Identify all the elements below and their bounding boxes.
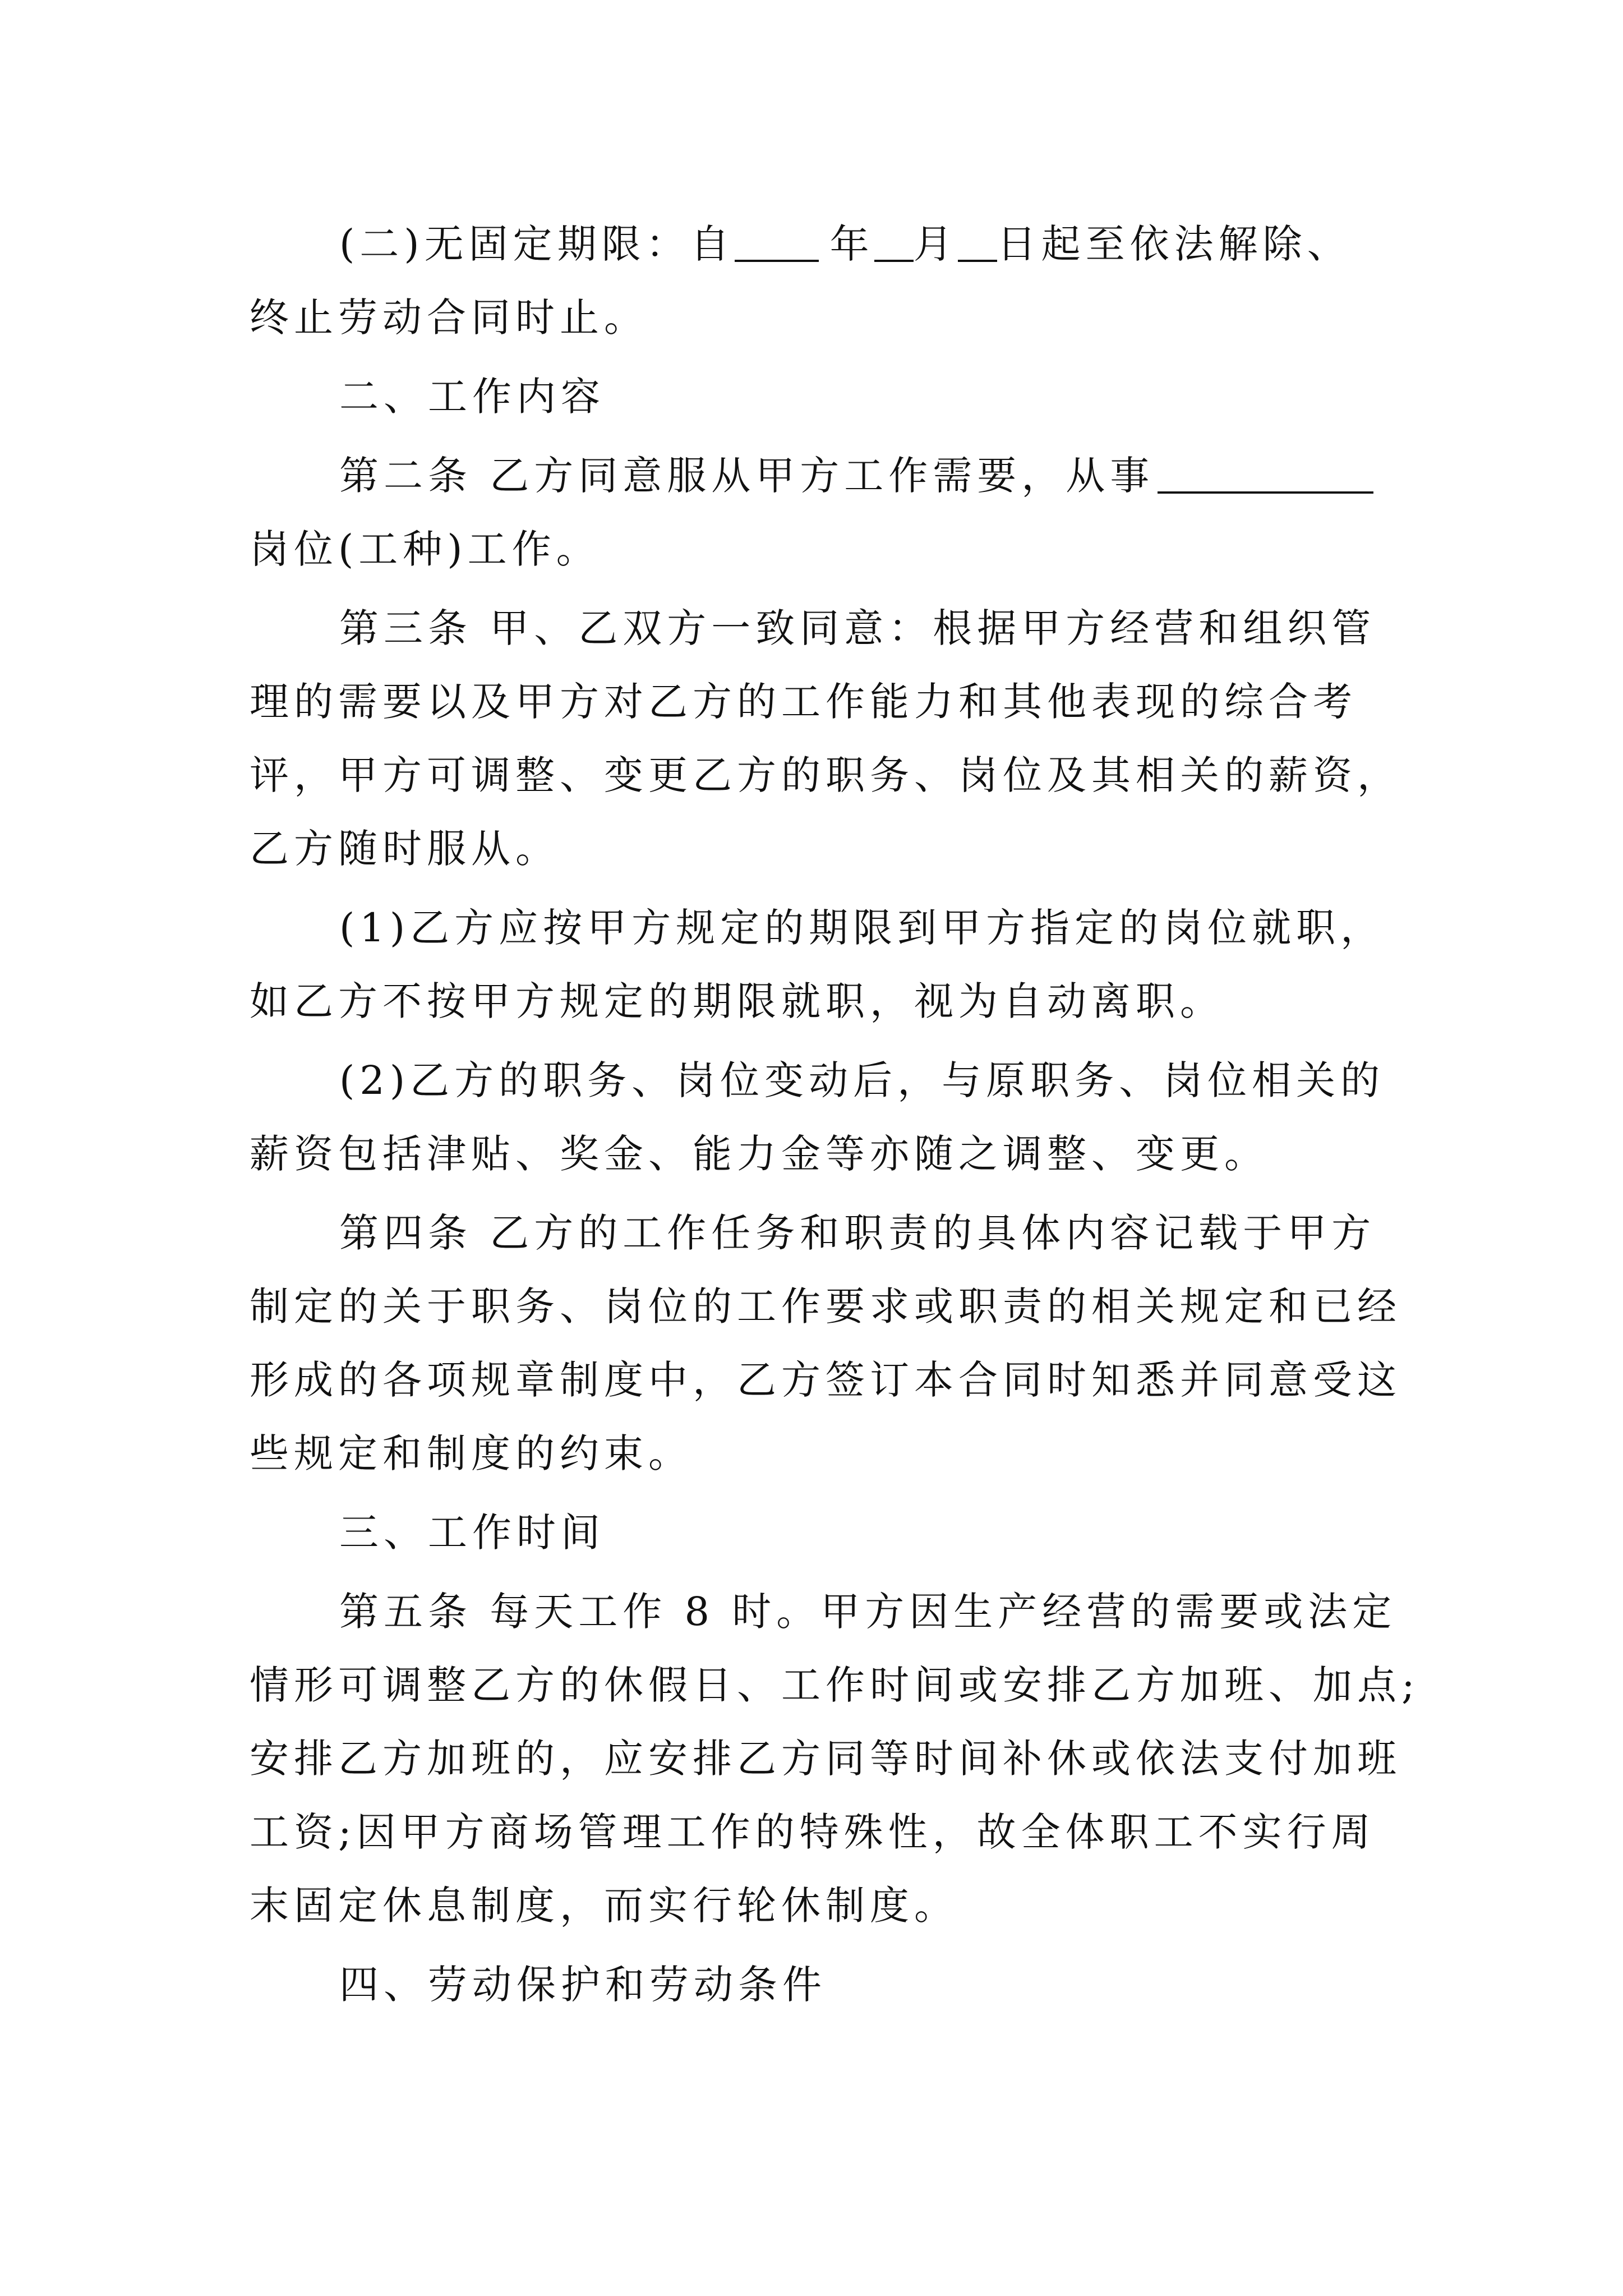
item-2: (2)乙方的职务、岗位变动后，与原职务、岗位相关的 (339, 1057, 1385, 1103)
article-2: 第二条 乙方同意服从甲方工作需要，从事 (250, 439, 1388, 513)
paragraph-line: 岗位(工种)工作。 (250, 526, 601, 572)
paragraph-line: 情形可调整乙方的休假日、工作时间或安排乙方加班、加点; (250, 1662, 1420, 1708)
paragraph-line: 如乙方不按甲方规定的期限就职，视为自动离职。 (250, 978, 1224, 1024)
article-3: 第三条 甲、乙双方一致同意：根据甲方经营和组织管 (339, 605, 1376, 651)
article-4: 第四条 乙方的工作任务和职责的具体内容记载于甲方 (339, 1210, 1376, 1256)
post-blank (1158, 452, 1373, 494)
document-body (250, 208, 1420, 2022)
paragraph-line: 评，甲方可调整、变更乙方的职务、岗位及其相关的薪资， (250, 752, 1401, 798)
paragraph-fixed-term: (二)无固定期限：自 年 月 日起至依法解除、 (339, 221, 1352, 267)
month-blank (874, 220, 914, 262)
paragraph-line: 理的需要以及甲方对乙方的工作能力和其他表现的综合考 (250, 679, 1357, 725)
paragraph-line: 制定的关于职务、岗位的工作要求或职责的相关规定和已经 (250, 1283, 1401, 1329)
article-5: 第五条 每天工作 8 时。甲方因生产经营的需要或法定 (339, 1589, 1397, 1635)
year-blank (735, 220, 819, 262)
paragraph-line: 薪资包括津贴、奖金、能力金等亦随之调整、变更。 (250, 1131, 1269, 1177)
paragraph-line: 安排乙方加班的，应安排乙方同等时间补休或依法支付加班 (250, 1736, 1401, 1782)
paragraph-line: 工资;因甲方商场管理工作的特殊性，故全体职工不实行周 (250, 1809, 1376, 1855)
paragraph-line: 乙方随时服从。 (250, 826, 560, 872)
item-1: (1)乙方应按甲方规定的期限到甲方指定的岗位就职， (339, 905, 1385, 951)
paragraph-line: 形成的各项规章制度中，乙方签订本合同时知悉并同意受这 (250, 1357, 1401, 1403)
paragraph-line: 终止劳动合同时止。 (250, 295, 648, 341)
section-heading: 三、工作时间 (339, 1510, 605, 1556)
paragraph-line: 末固定休息制度，而实行轮休制度。 (250, 1883, 958, 1929)
section-heading: 四、劳动保护和劳动条件 (339, 1962, 827, 2008)
paragraph-line: 些规定和制度的约束。 (250, 1430, 693, 1476)
day-blank (958, 220, 997, 262)
section-heading: 二、工作内容 (339, 374, 605, 420)
